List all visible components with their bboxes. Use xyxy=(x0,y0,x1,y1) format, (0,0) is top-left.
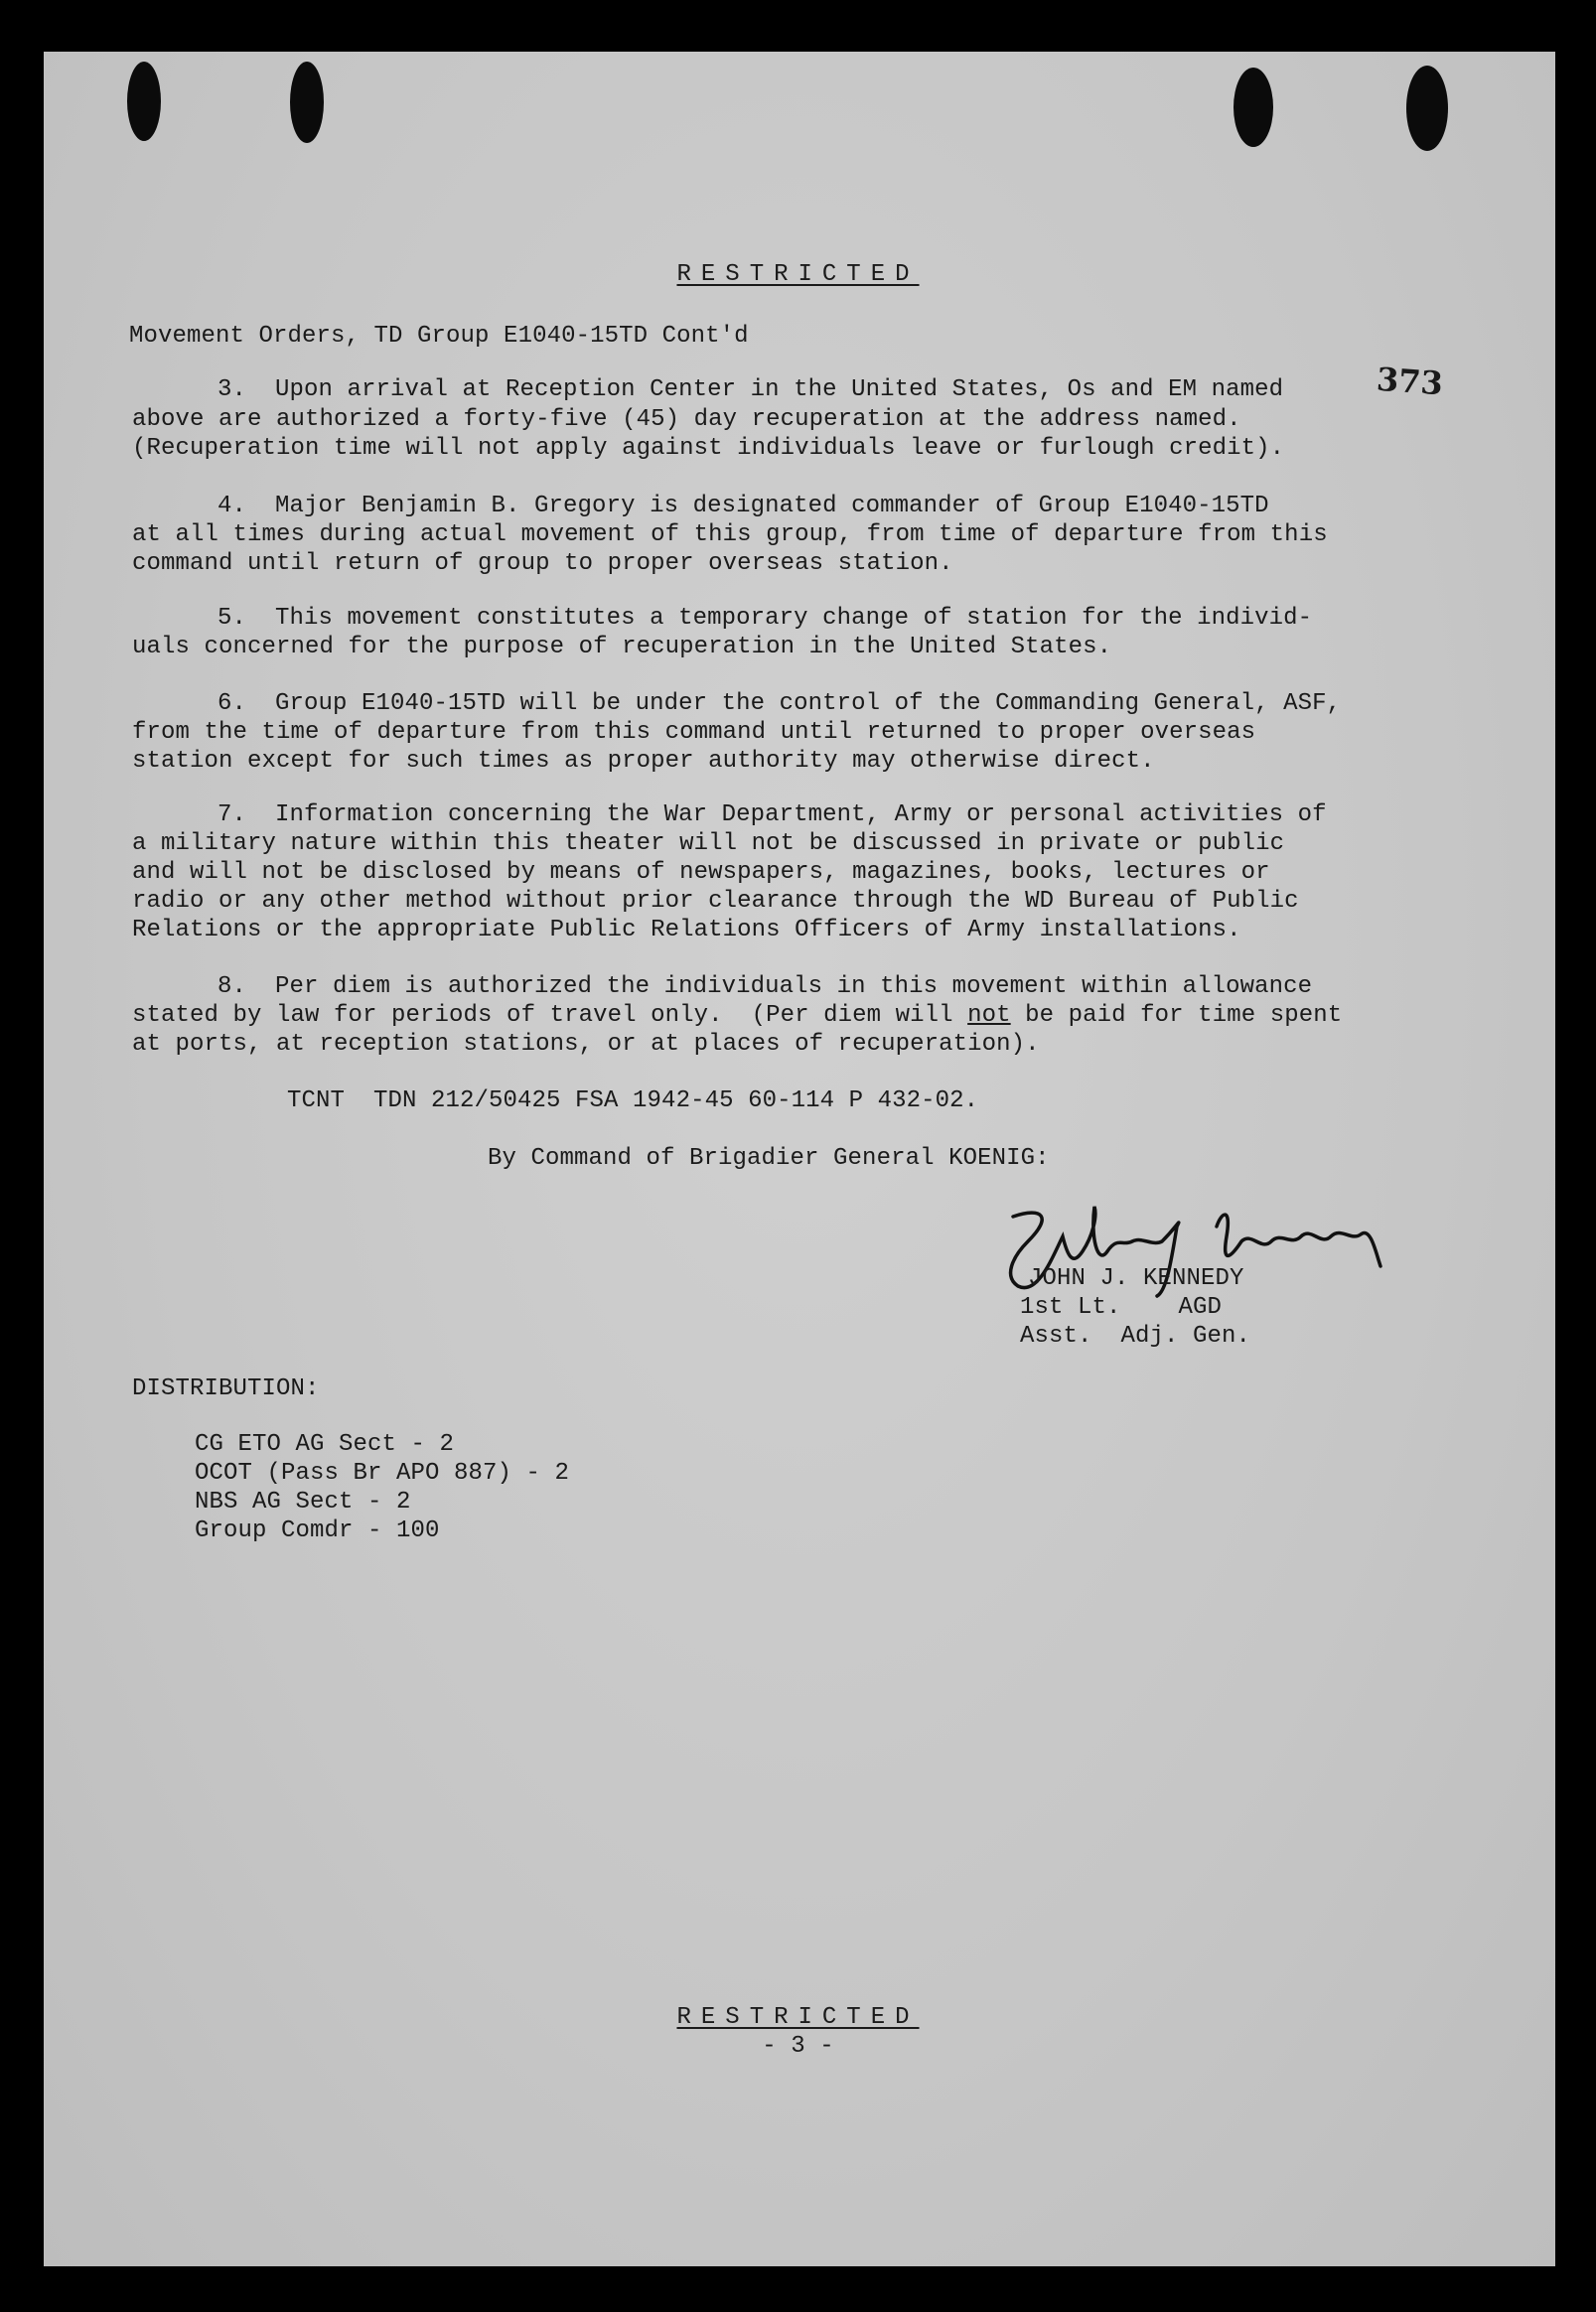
paragraph-8-line-3: at ports, at reception stations, or at places of recuperation). xyxy=(132,1031,1040,1058)
distribution-item: Group Comdr - 100 xyxy=(195,1517,440,1544)
distribution-item: OCOT (Pass Br APO 887) - 2 xyxy=(195,1460,570,1487)
paragraph-5-line-1: 5. This movement constitutes a temporary change of station for the individ- xyxy=(218,605,1313,632)
punch-hole-left-2 xyxy=(290,62,324,143)
signer-title: Asst. Adj. Gen. xyxy=(1020,1323,1251,1350)
paragraph-7-line-4: radio or any other method without prior clearance through the WD Bureau of Public xyxy=(132,888,1299,915)
command-line: By Command of Brigadier General KOENIG: xyxy=(488,1145,1050,1172)
page-stamp: 373 xyxy=(1375,360,1445,403)
emphasis-not: not xyxy=(967,1002,1011,1029)
paragraph-7-line-3: and will not be disclosed by means of newspapers, magazines, books, lectures or xyxy=(132,859,1270,886)
paragraph-7-line-1: 7. Information concerning the War Department, Army or personal activities of xyxy=(218,801,1327,828)
paragraph-4-line-3: command until return of group to proper overseas station. xyxy=(132,550,953,577)
distribution-item: NBS AG Sect - 2 xyxy=(195,1489,411,1516)
signer-rank: 1st Lt. AGD xyxy=(1020,1294,1223,1321)
paragraph-8-line-2-end: be paid for time spent xyxy=(1010,1002,1343,1029)
paragraph-5-line-2: uals concerned for the purpose of recuperation in the United States. xyxy=(132,634,1112,660)
paragraph-6-line-3: station except for such times as proper authority may otherwise direct. xyxy=(132,748,1155,775)
paragraph-7-line-2: a military nature within this theater will not be discussed in private or public xyxy=(132,830,1285,857)
paragraph-8-line-1: 8. Per diem is authorized the individuals in this movement within allowance xyxy=(218,973,1313,1000)
paragraph-4-line-1: 4. Major Benjamin B. Gregory is designated commander of Group E1040-15TD xyxy=(218,493,1269,519)
classification-header: RESTRICTED xyxy=(676,261,920,288)
subject-line: Movement Orders, TD Group E1040-15TD Cont'd xyxy=(129,323,749,350)
paragraph-3-line-1: 3. Upon arrival at Reception Center in the United States, Os and EM named xyxy=(218,376,1284,403)
page-number: - 3 - xyxy=(762,2033,834,2060)
distribution-item: CG ETO AG Sect - 2 xyxy=(195,1431,455,1458)
paragraph-3-line-3: (Recuperation time will not apply against individuals leave or furlough credit). xyxy=(132,435,1285,462)
punch-hole-left-1 xyxy=(127,62,161,141)
paragraph-8-line-2 xyxy=(132,1001,1342,1030)
signer-name: JOHN J. KENNEDY xyxy=(1028,1265,1244,1292)
paragraph-8-line-2-start: stated by law for periods of travel only. (Per diem will xyxy=(132,1002,968,1029)
distribution-heading: DISTRIBUTION: xyxy=(132,1375,320,1402)
punch-hole-right-1 xyxy=(1233,68,1273,147)
paragraph-7-line-5: Relations or the appropriate Public Relations Officers of Army installations. xyxy=(132,917,1241,943)
paragraph-3-line-2: above are authorized a forty-five (45) day recuperation at the address named. xyxy=(132,406,1241,433)
paragraph-4-line-2: at all times during actual movement of this group, from time of departure from this xyxy=(132,521,1328,548)
paragraph-6-line-2: from the time of departure from this command until returned to proper overseas xyxy=(132,719,1256,746)
punch-hole-right-2 xyxy=(1406,66,1448,151)
classification-footer: RESTRICTED xyxy=(676,2004,920,2031)
paragraph-6-line-1: 6. Group E1040-15TD will be under the control of the Commanding General, ASF, xyxy=(218,690,1342,717)
tcnt-line: TCNT TDN 212/50425 FSA 1942-45 60-114 P 432-02. xyxy=(287,1087,979,1114)
